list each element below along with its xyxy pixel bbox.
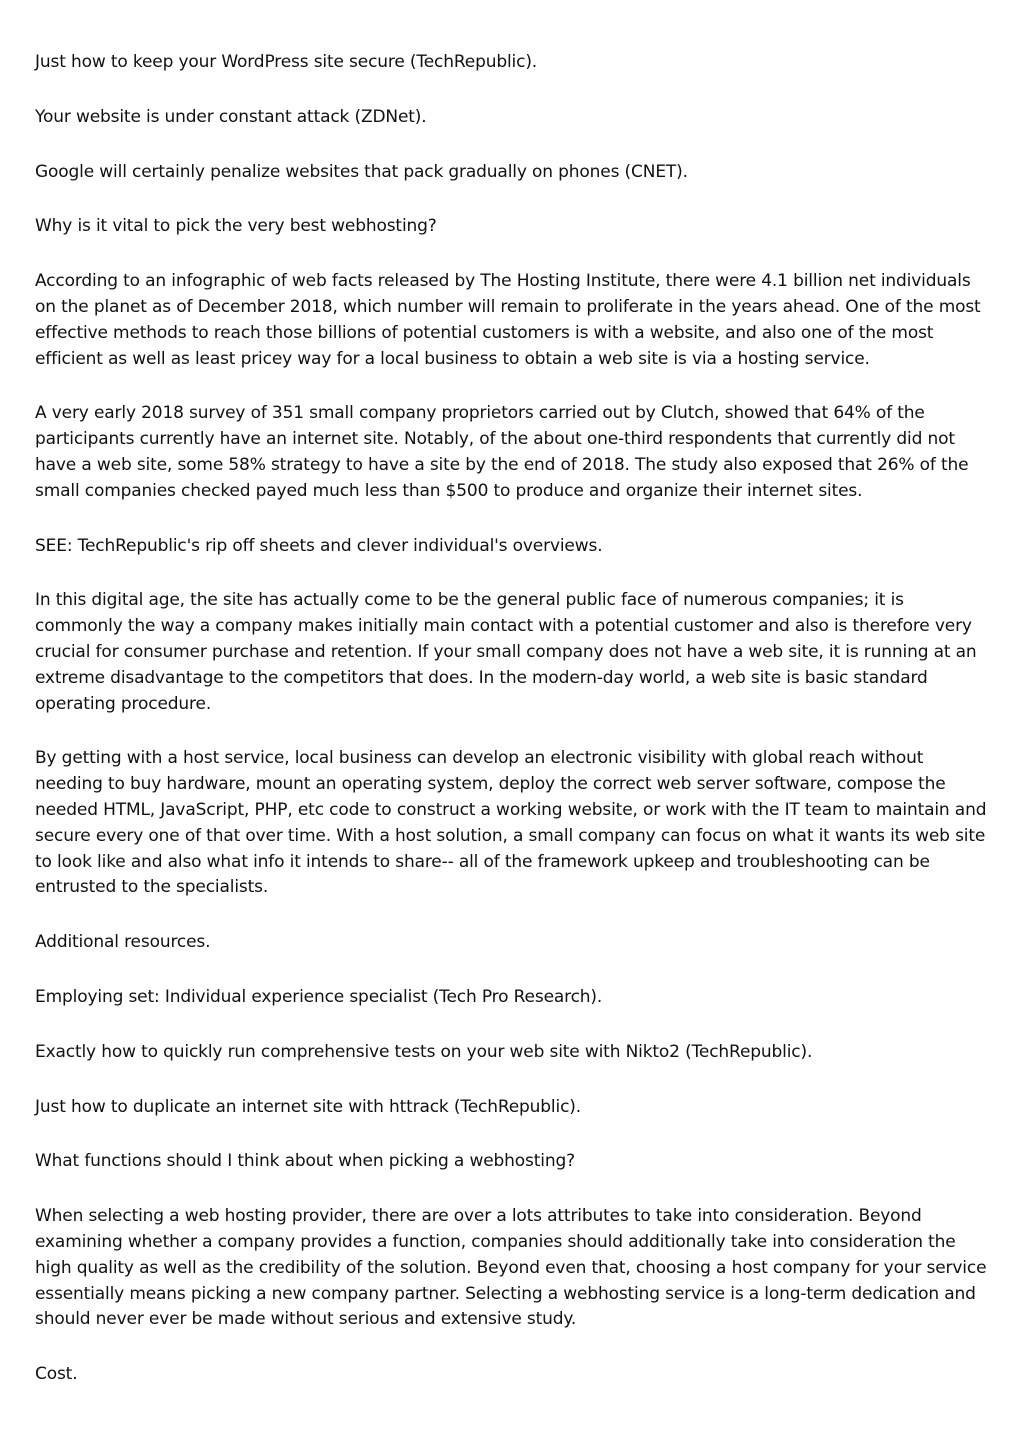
paragraph: According to an infographic of web facts released by The Hosting Institute, there were 4.1 billion net individuals on the planet as of December 2018, which number will remain to proliferate in the years ahead. One of the most effective methods to reach those billions of potential customers is with a website, and also one of the most efficient as well as least pricey way for a local business to obtain a web site is via a hosting service.	[35, 271, 981, 369]
paragraph: Employing set: Individual experience specialist (Tech Pro Research).	[35, 986, 603, 1007]
paragraph: What functions should I think about when picking a webhosting?	[35, 1151, 575, 1172]
paragraph: Exactly how to quickly run comprehensive tests on your web site with Nikto2 (TechRepublic).	[35, 1041, 813, 1062]
paragraph: SEE: TechRepublic's rip off sheets and clever individual's overviews.	[35, 535, 603, 556]
paragraph: When selecting a web hosting provider, there are over a lots attributes to take into consideration. Beyond examining whether a company provides a function, companies should additionally take into consideration the high quality as well as the credibility of the solution. Beyond even that, choosing a host company for your service essentially means picking a new company partner. Selecting a webhosting service is a long-term dedication and should never ever be made without serious and extensive study.	[35, 1206, 987, 1330]
paragraph: Just how to duplicate an internet site with httrack (TechRepublic).	[35, 1096, 582, 1117]
paragraph: Just how to keep your WordPress site secure (TechRepublic).	[35, 52, 538, 72]
paragraph: Your website is under constant attack (ZDNet).	[35, 106, 427, 127]
paragraph: Why is it vital to pick the very best webhosting?	[35, 216, 437, 237]
paragraph: Additional resources.	[35, 932, 211, 953]
paragraph: Cost.	[35, 1364, 78, 1385]
paragraph: In this digital age, the site has actually come to be the general public face of numerous companies; it is commonly the way a company makes initially main contact with a potential customer and also is therefore very crucial for consumer purchase and retention. If your small company does not have a web site, it is running at an extreme disadvantage to the competitors that does. In the modern-day world, a web site is basic standard operating procedure.	[35, 590, 977, 714]
paragraph: Google will certainly penalize websites that pack gradually on phones (CNET).	[35, 161, 688, 182]
paragraph: A very early 2018 survey of 351 small company proprietors carried out by Clutch, showed that 64% of the participants currently have an internet site. Notably, of the about one-third respondents that currently did not have a web site, some 58% strategy to have a site by the end of 2018. The study also exposed that 26% of the small companies checked payed much less than $500 to produce and organize their internet sites.	[35, 403, 969, 501]
paragraph: By getting with a host service, local business can develop an electronic visibility with global reach without needing to buy hardware, mount an operating system, deploy the correct web server software, compose the needed HTML, JavaScript, PHP, etc code to construct a working website, or work with the IT team to maintain and secure every one of that over time. With a host solution, a small company can focus on what it wants its web site to look like and also what info it intends to share-- all of the framework upkeep and troubleshooting can be entrusted to the specialists.	[35, 748, 987, 898]
